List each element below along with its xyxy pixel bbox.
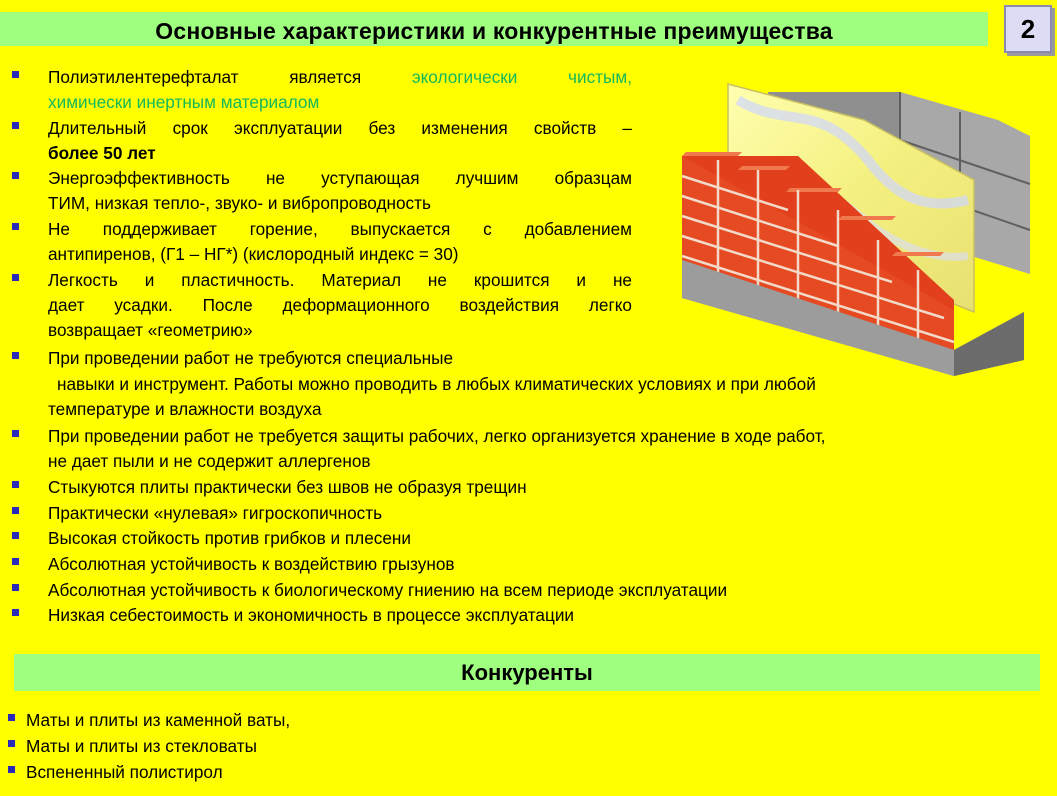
- advantage-text: Полиэтилентерефталат является: [48, 67, 412, 87]
- bullet: [8, 766, 15, 773]
- bullet: [12, 532, 19, 539]
- advantage-item-cont: навыки и инструмент. Работы можно проводить в любых климатических условиях и при любой: [57, 374, 816, 394]
- bullet: [8, 740, 15, 747]
- bullet: [8, 714, 15, 721]
- advantage-item: Стыкуются плиты практически без швов не образуя трещин: [48, 477, 527, 497]
- advantage-item: Длительный срок эксплуатации без изменения свойств –: [48, 118, 632, 138]
- advantage-item-cont: дает усадки. После деформационного воздействия легко: [48, 295, 632, 315]
- advantage-item: Высокая стойкость против грибков и плесени: [48, 528, 411, 548]
- competitors-title: Конкуренты: [461, 659, 593, 685]
- advantage-item: Легкость и пластичность. Материал не крошится и не: [48, 270, 632, 290]
- advantage-item: При проведении работ не требуются специальные: [48, 348, 454, 368]
- slide-title: Основные характеристики и конкурентные преимущества: [155, 18, 833, 44]
- bullet: [12, 352, 19, 359]
- advantage-item: Не поддерживает горение, выпускается с добавлением: [48, 219, 632, 239]
- advantage-item: Низкая себестоимость и экономичность в процессе эксплуатации: [48, 605, 575, 625]
- advantage-item: Энергоэффективность не уступающая лучшим образцам: [48, 168, 632, 188]
- advantage-item: При проведении работ не требуется защиты рабочих, легко организуется хранение в ходе работ,: [48, 426, 826, 446]
- advantage-item-cont: температуре и влажности воздуха: [48, 399, 322, 419]
- advantage-item-emphasis: более 50 лет: [48, 143, 156, 163]
- bullet: [12, 71, 19, 78]
- bullet: [12, 172, 19, 179]
- bullet: [12, 507, 19, 514]
- advantage-highlight-line: химически инертным материалом: [48, 92, 320, 112]
- advantage-item-cont: не дает пыли и не содержит аллергенов: [48, 451, 371, 471]
- competitor-item: Маты и плиты из каменной ваты,: [26, 710, 291, 730]
- bullet: [12, 430, 19, 437]
- advantage-item-cont: антипиренов, (Г1 – НГ*) (кислородный индекс = 30): [48, 244, 459, 264]
- advantage-highlight: экологически чистым,: [411, 67, 632, 87]
- bullet: [12, 481, 19, 488]
- advantage-item-cont: ТИМ, низкая тепло-, звуко- и вибропроводность: [48, 193, 431, 213]
- bullet: [12, 584, 19, 591]
- bullet: [12, 223, 19, 230]
- advantage-item-cont: возвращает «геометрию»: [48, 320, 253, 340]
- brick-wall-insulation-illustration: [668, 60, 1044, 378]
- bullet: [12, 558, 19, 565]
- advantage-item: Абсолютная устойчивость к биологическому гниению на всем периоде эксплуатации: [48, 580, 728, 600]
- competitor-item: Вспененный полистирол: [26, 762, 223, 782]
- bullet: [12, 609, 19, 616]
- page-number-badge: 2: [1004, 5, 1052, 53]
- bullet: [12, 122, 19, 129]
- competitor-item: Маты и плиты из стекловаты: [26, 736, 257, 756]
- advantage-item: Абсолютная устойчивость к воздействию грызунов: [48, 554, 455, 574]
- bullet: [12, 274, 19, 281]
- advantage-item: Практически «нулевая» гигроскопичность: [48, 503, 383, 523]
- advantage-item: [48, 65, 632, 90]
